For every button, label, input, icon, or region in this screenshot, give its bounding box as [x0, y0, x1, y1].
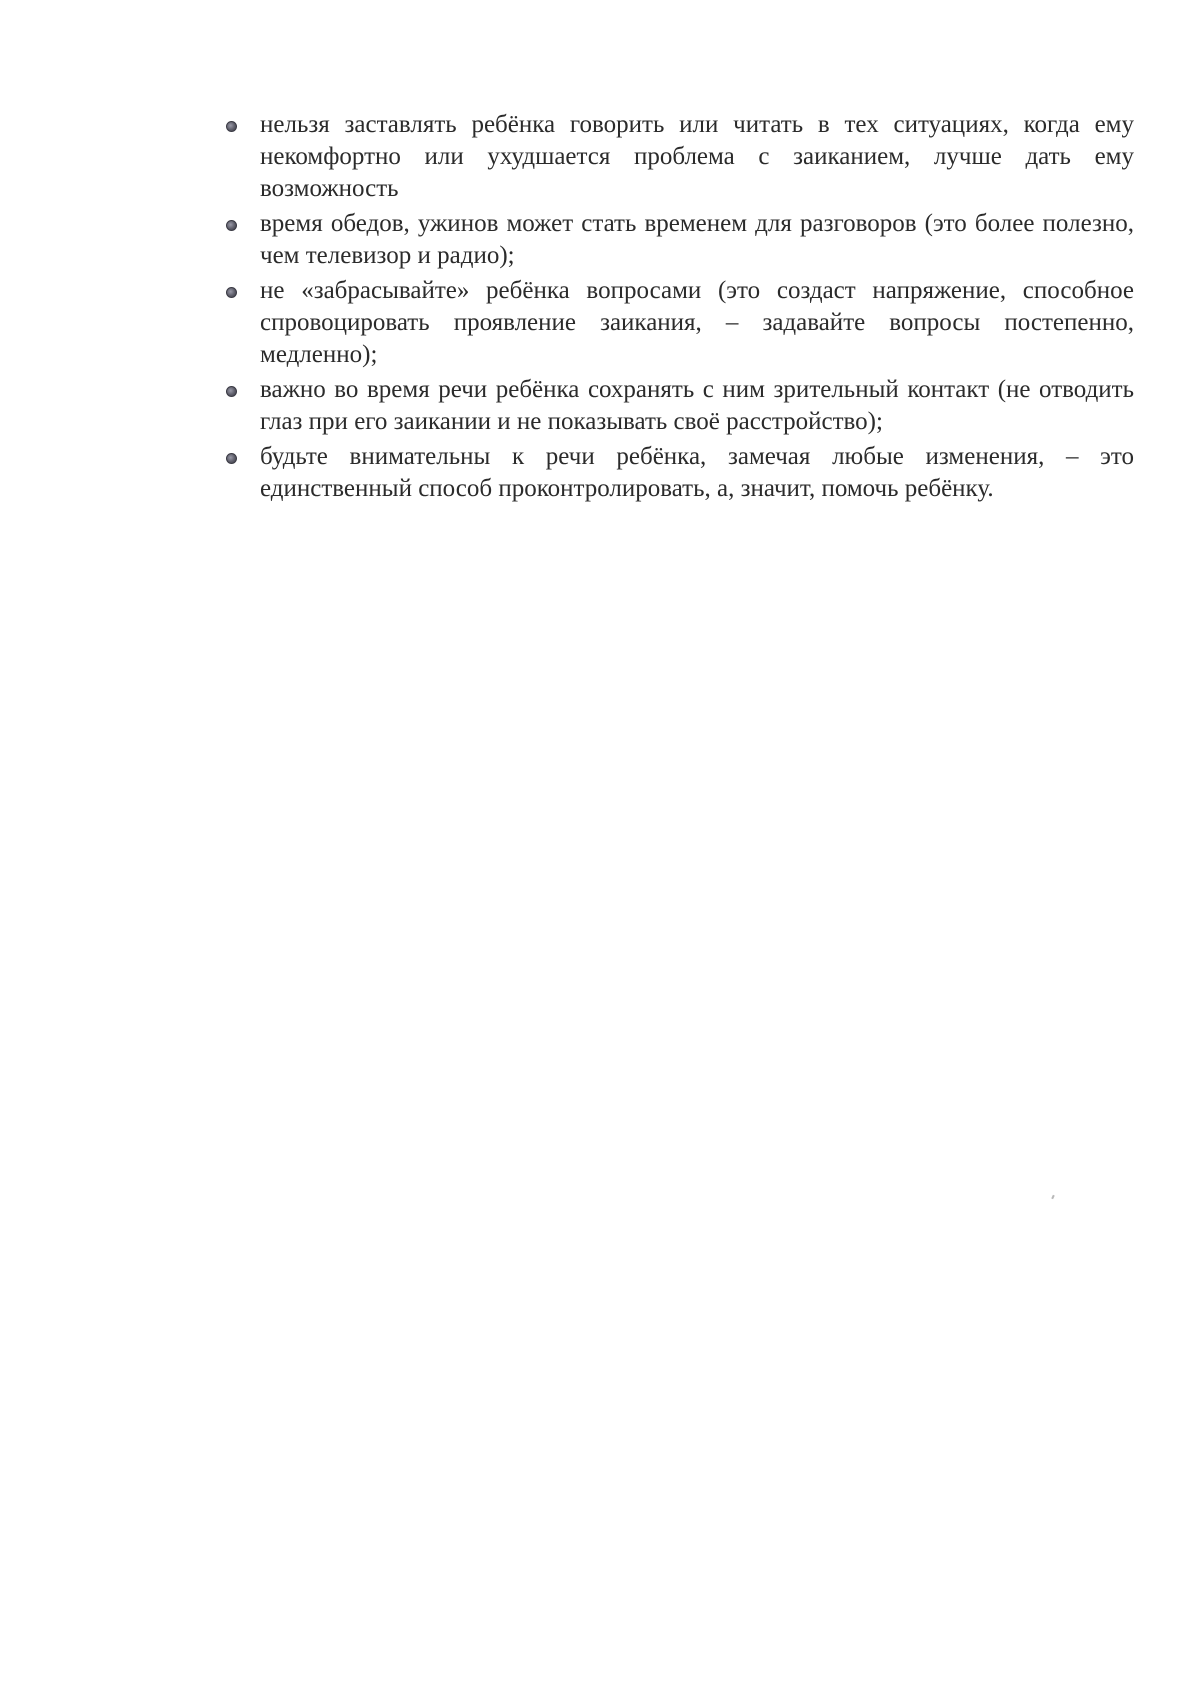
list-item-text: важно во время речи ребёнка сохранять с ним зрительный контакт (не отводить глаз при его заикании и не показывать своё расстройство); [260, 376, 1134, 435]
scan-speck [1051, 1195, 1055, 1199]
bullet-dot-icon [226, 287, 237, 298]
bullet-dot-icon [226, 453, 237, 464]
list-item [224, 109, 1134, 205]
list-item-text: нельзя заставлять ребёнка говорить или читать в тех ситуациях, когда ему некомфортно или ухудшается проблема с заиканием, лучше дать ему возможность [260, 111, 1134, 202]
list-item [224, 275, 1134, 371]
bullet-dot-icon [226, 220, 237, 231]
list-item-text: время обедов, ужинов может стать временем для разговоров (это более полезно, чем телевизор и радио); [260, 210, 1134, 269]
list-item [224, 374, 1134, 438]
list-item [224, 208, 1134, 272]
list-item-text: не «забрасывайте» ребёнка вопросами (это создаст напряжение, способное спровоцировать проявление заикания, – задавайте вопросы постепенно, медленно); [260, 277, 1134, 368]
bullet-dot-icon [226, 121, 237, 132]
bullet-dot-icon [226, 386, 237, 397]
bullet-list [224, 109, 1134, 508]
list-item-text: будьте внимательны к речи ребёнка, замечая любые изменения, – это единственный способ проконтролировать, а, значит, помочь ребёнку. [260, 443, 1134, 502]
list-item [224, 441, 1134, 505]
